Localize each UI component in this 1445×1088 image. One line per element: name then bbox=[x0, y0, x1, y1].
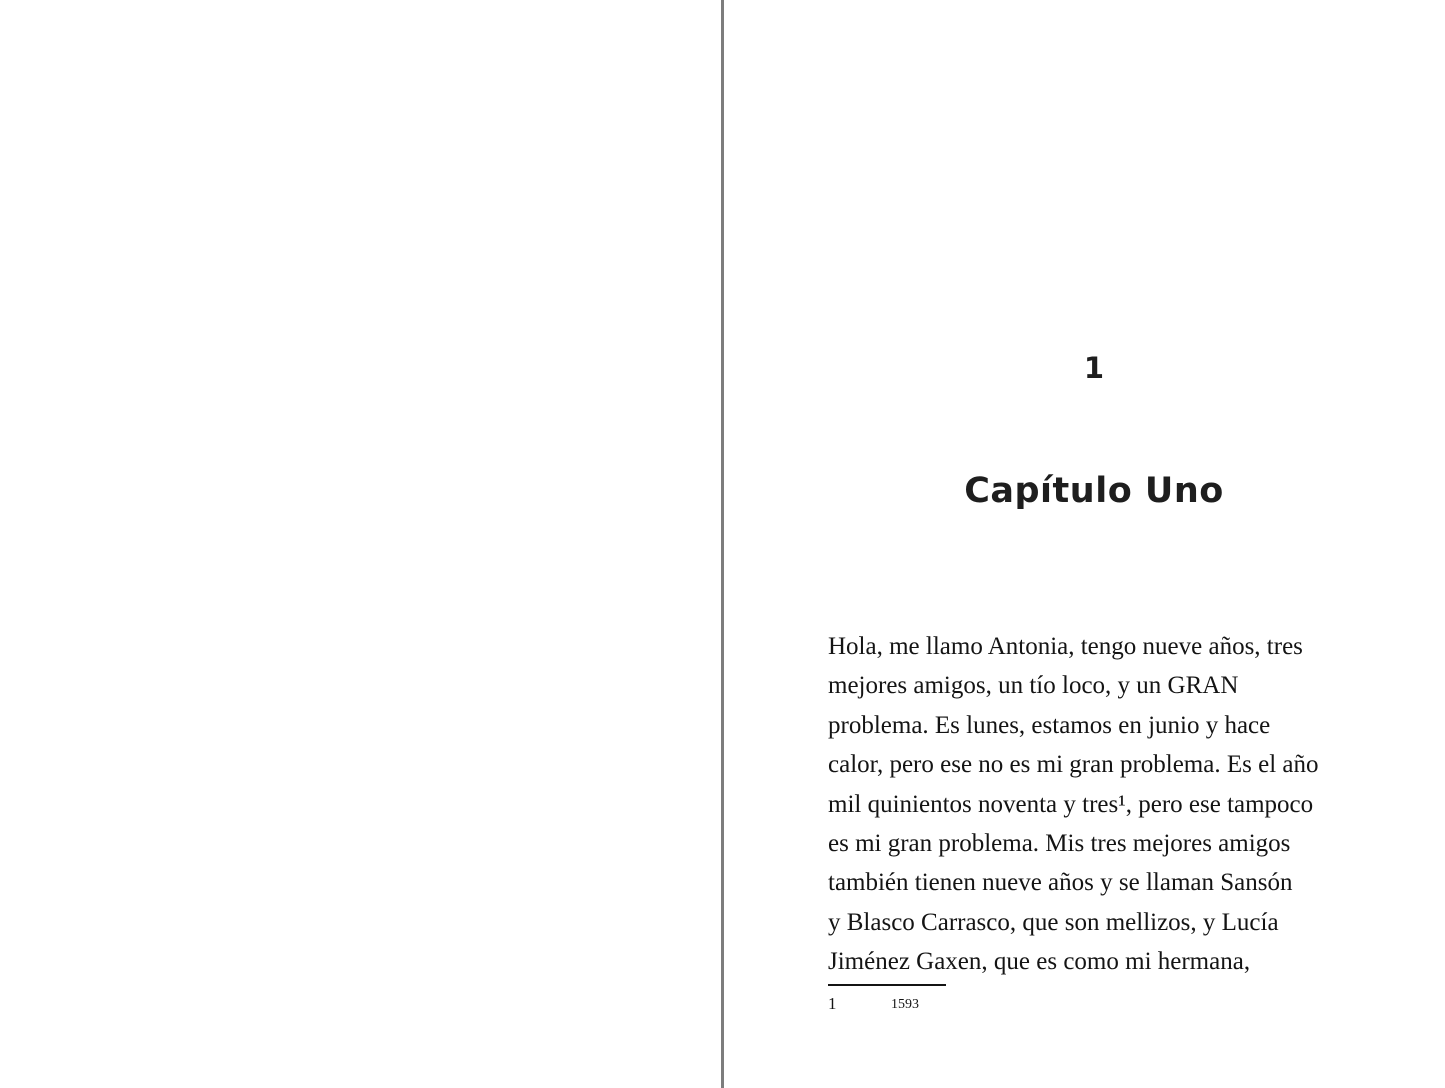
right-page bbox=[724, 0, 1445, 1088]
body-paragraph bbox=[828, 627, 1388, 982]
chapter-title: Capítulo Uno bbox=[964, 471, 1224, 511]
body-line: Jiménez Gaxen, que es como mi hermana, bbox=[828, 948, 1251, 976]
footnote-text: 1593 bbox=[891, 997, 919, 1012]
chapter-number: 1 bbox=[1083, 351, 1105, 385]
body-line: mil quinientos noventa y tres¹, pero ese tampoco bbox=[828, 790, 1314, 818]
body-line: también tienen nueve años y se llaman Sansón bbox=[828, 869, 1293, 897]
left-page-blank bbox=[0, 0, 721, 1088]
footnote-separator bbox=[828, 984, 946, 986]
footnote-mark: 1 bbox=[828, 994, 837, 1013]
body-line: Hola, me llamo Antonia, tengo nueve años, tres bbox=[828, 633, 1303, 660]
body-line: mejores amigos, un tío loco, y un GRAN bbox=[828, 672, 1239, 700]
body-line: y Blasco Carrasco, que son mellizos, y Lucía bbox=[828, 908, 1279, 936]
body-line: es mi gran problema. Mis tres mejores amigos bbox=[828, 830, 1291, 858]
body-line: problema. Es lunes, estamos en junio y hace bbox=[828, 711, 1271, 739]
body-line: calor, pero ese no es mi gran problema. Es el año bbox=[828, 751, 1319, 779]
